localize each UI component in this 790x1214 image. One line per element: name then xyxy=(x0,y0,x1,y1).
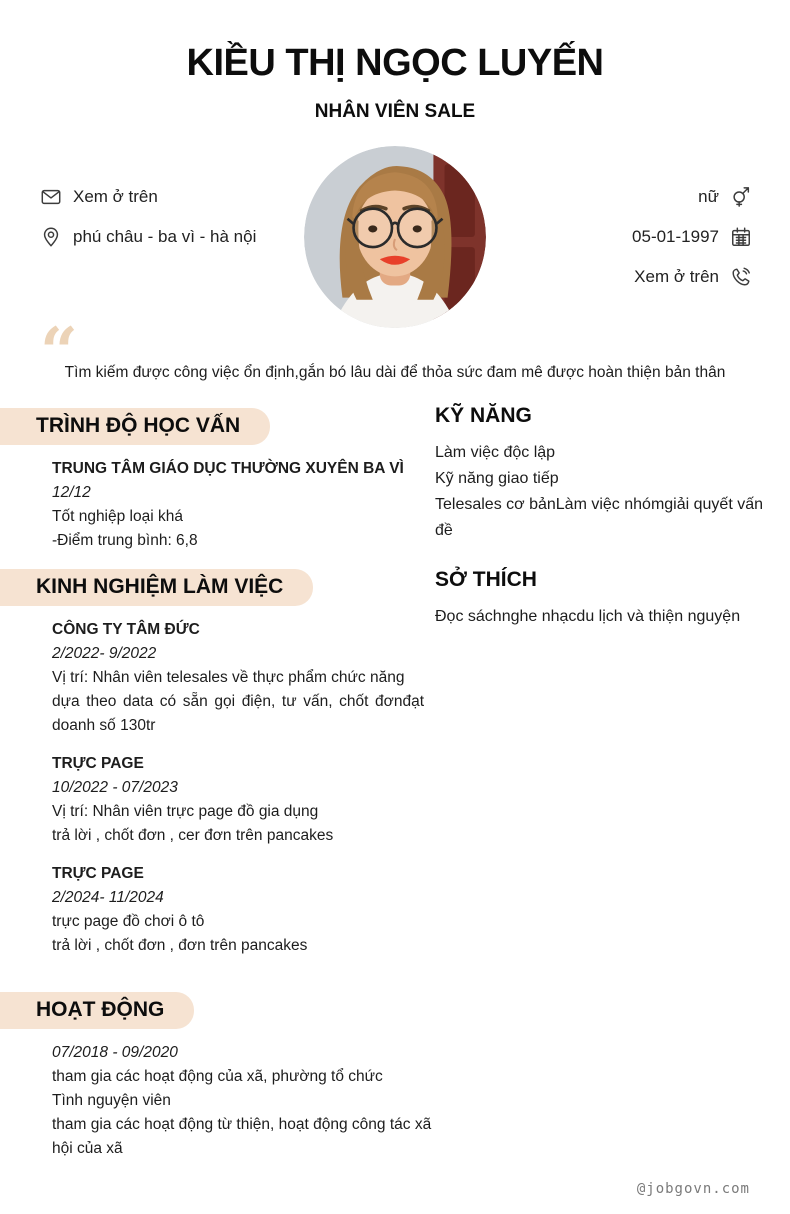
contact-birthday xyxy=(632,225,752,249)
experience-period: 10/2022 - 07/2023 xyxy=(52,779,178,796)
skill-item: Telesales cơ bảnLàm việc nhómgiải quyết vấn đề xyxy=(435,496,764,539)
quote-icon: “ xyxy=(40,313,78,391)
education-entry xyxy=(52,457,428,553)
section-interests-heading: SỞ THÍCH xyxy=(435,568,537,591)
candidate-name: KIỀU THỊ NGỌC LUYẾN xyxy=(186,42,604,84)
section-activities-heading: HOẠT ĐỘNG xyxy=(0,992,194,1029)
experience-line: Vị trí: Nhân viên telesales về thực phẩm chức năng xyxy=(52,669,405,686)
education-line: -Điểm trung bình: 6,8 xyxy=(52,532,198,549)
section-experience-heading: KINH NGHIỆM LÀM VIỆC xyxy=(0,569,313,606)
experience-line: trả lời , chốt đơn , đơn trên pancakes xyxy=(52,937,308,954)
experience-entry xyxy=(52,862,428,958)
skill-item: Kỹ năng giao tiếp xyxy=(435,470,559,487)
activities-period: 07/2018 - 09/2020 xyxy=(52,1044,178,1061)
section-skills-heading: KỸ NĂNG xyxy=(435,404,532,427)
contact-left xyxy=(40,185,256,265)
job-title: NHÂN VIÊN SALE xyxy=(314,101,476,122)
experience-entry xyxy=(52,618,428,738)
contact-birthday-label: 05-01-1997 xyxy=(632,227,719,246)
profile-photo xyxy=(304,146,486,328)
experience-line: dựa theo data có sẵn gọi điện, tư vấn, chốt đơnđạt doanh số 130tr xyxy=(52,693,424,734)
experience-entry xyxy=(52,752,428,848)
gender-icon xyxy=(730,186,752,208)
calendar-icon xyxy=(730,226,752,248)
experience-list xyxy=(52,618,428,958)
activities-line: tham gia các hoạt động từ thiện, hoạt động công tác xã hội của xã xyxy=(52,1116,432,1157)
experience-period: 2/2022- 9/2022 xyxy=(52,645,157,662)
experience-company: TRỰC PAGE xyxy=(52,865,144,882)
left-column xyxy=(0,408,432,1161)
education-line: Tốt nghiệp loại khá xyxy=(52,508,183,525)
experience-company: TRỰC PAGE xyxy=(52,755,144,772)
contact-address xyxy=(40,225,256,249)
profile-photo-illustration xyxy=(304,146,486,328)
education-degree: 12/12 xyxy=(52,484,91,501)
cv-header xyxy=(0,42,790,123)
activities-entry xyxy=(52,1041,432,1161)
phone-icon xyxy=(730,266,752,288)
contact-email-label: Xem ở trên xyxy=(73,187,158,206)
contact-gender xyxy=(632,185,752,209)
skills-list xyxy=(435,440,770,544)
site-watermark: @jobgovn.com xyxy=(636,1181,750,1197)
contact-phone xyxy=(632,265,752,289)
interests-list xyxy=(435,604,770,630)
location-icon xyxy=(40,226,62,248)
activities-line: Tình nguyện viên xyxy=(52,1092,171,1109)
envelope-icon xyxy=(40,186,62,208)
experience-line: Vị trí: Nhân viên trực page đồ gia dụng xyxy=(52,803,319,820)
contact-address-label: phú châu - ba vì - hà nội xyxy=(73,227,257,246)
section-education-heading: TRÌNH ĐỘ HỌC VẤN xyxy=(0,408,270,445)
experience-line: trả lời , chốt đơn , cer đơn trên pancakes xyxy=(52,827,334,844)
skill-item: Làm việc độc lập xyxy=(435,444,556,461)
contact-right xyxy=(632,185,752,305)
experience-company: CÔNG TY TÂM ĐỨC xyxy=(52,621,200,638)
experience-period: 2/2024- 11/2024 xyxy=(52,889,164,906)
career-objective: Tìm kiếm được công việc ổn định,gắn bó lâu dài để thỏa sức đam mê được hoàn thiện bản thân xyxy=(64,364,726,381)
contact-gender-label: nữ xyxy=(698,187,719,206)
experience-line: trực page đồ chơi ô tô xyxy=(52,913,205,930)
activities-line: tham gia các hoạt động của xã, phường tổ chức xyxy=(52,1068,383,1085)
right-column xyxy=(435,404,770,630)
education-school: TRUNG TÂM GIÁO DỤC THƯỜNG XUYÊN BA VÌ xyxy=(52,460,404,477)
contact-phone-label: Xem ở trên xyxy=(634,267,719,286)
interest-item: Đọc sáchnghe nhạcdu lịch và thiện nguyện xyxy=(435,608,741,625)
contact-email xyxy=(40,185,256,209)
